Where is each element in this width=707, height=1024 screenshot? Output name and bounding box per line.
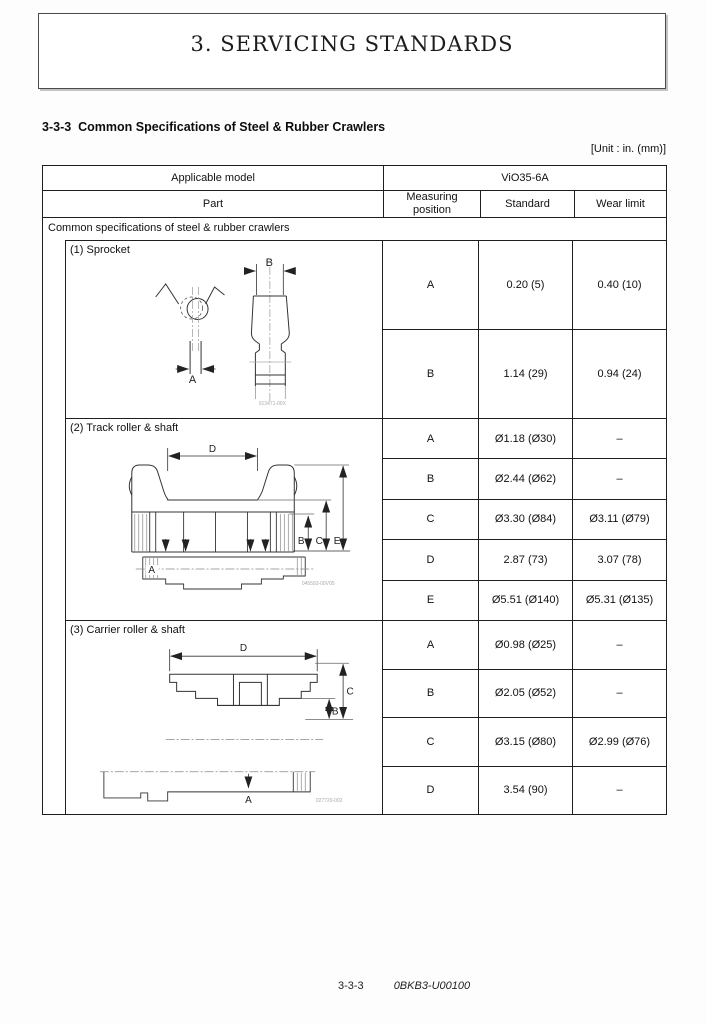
carrier-roller-drawing-number: 027720-002	[315, 797, 343, 804]
track-dim-label-e: E	[333, 535, 341, 548]
sprocket-drawing	[66, 241, 382, 418]
track-roller-drawing	[66, 419, 382, 620]
measure-wear-limit: 3.07 (78)	[573, 540, 666, 580]
spec-table	[42, 165, 667, 815]
track-roller-title: (2) Track roller & shaft	[70, 422, 179, 434]
measure-standard: Ø3.30 (Ø84)	[479, 500, 573, 540]
measure-position: B	[383, 330, 479, 418]
unit-note: [Unit : in. (mm)]	[590, 143, 666, 155]
footer-doc-code: 0BKB3-U00100	[393, 980, 471, 992]
sprocket-drawing-number: 013471-00X	[258, 400, 286, 408]
carrier-dim-label-a: A	[245, 794, 252, 806]
measure-wear-limit: Ø2.99 (Ø76)	[573, 718, 666, 767]
measure-standard: Ø5.51 (Ø140)	[479, 581, 573, 620]
section-sprocket	[66, 241, 666, 419]
measure-wear-limit: –	[573, 459, 666, 499]
measure-wear-limit: 0.94 (24)	[597, 368, 642, 380]
measure-standard: Ø0.98 (Ø25)	[479, 621, 573, 670]
measure-wear-limit: –	[573, 621, 666, 670]
chapter-title: 3. SERVICING STANDARDS	[190, 32, 514, 56]
section-track-roller	[66, 419, 666, 621]
measure-wear-limit: 0.40 (10)	[573, 241, 666, 330]
measure-standard: 2.87 (73)	[479, 540, 573, 580]
track-dim-label-b: B	[297, 535, 305, 548]
header-wear-limit: Wear limit	[596, 198, 645, 210]
sprocket-dim-label-a: A	[188, 373, 197, 387]
sprocket-title: (1) Sprocket	[70, 244, 130, 256]
measure-position: C	[383, 500, 479, 540]
header-standard: Standard	[481, 191, 575, 217]
measure-wear-limit: Ø5.31 (Ø135)	[585, 594, 654, 607]
measure-position: E	[383, 581, 479, 620]
table-header-row-model	[43, 166, 666, 191]
measure-position: A	[383, 241, 479, 330]
measure-position: B	[383, 459, 479, 499]
measure-standard: Ø2.44 (Ø62)	[479, 459, 573, 499]
measure-standard: 0.20 (5)	[479, 241, 573, 330]
track-dim-label-a: A	[148, 564, 156, 577]
measure-position: D	[383, 767, 479, 815]
measure-standard: Ø2.05 (Ø52)	[479, 670, 573, 719]
track-dim-label-d: D	[208, 443, 217, 456]
table-header-row-columns	[43, 191, 666, 218]
track-roller-part-cell	[66, 419, 383, 620]
measure-wear-limit: –	[573, 419, 666, 459]
carrier-dim-label-b: B	[331, 706, 339, 718]
table-body	[43, 240, 666, 814]
carrier-dim-label-c: C	[346, 686, 354, 698]
measure-position: C	[383, 718, 479, 767]
footer-page-number: 3-3-3	[338, 980, 364, 992]
sprocket-part-cell	[66, 241, 383, 418]
measure-wear-limit: –	[616, 784, 623, 797]
carrier-dim-label-d: D	[239, 643, 248, 655]
measure-position: B	[383, 670, 479, 719]
sprocket-dim-label-b: B	[265, 256, 274, 270]
measure-position: D	[383, 540, 479, 580]
header-model-value: ViO35-6A	[501, 172, 549, 184]
header-part: Part	[43, 191, 384, 217]
measure-wear-limit: Ø3.11 (Ø79)	[573, 500, 666, 540]
measure-position: A	[383, 621, 479, 670]
measure-standard: Ø1.18 (Ø30)	[479, 419, 573, 459]
measure-standard: Ø3.15 (Ø80)	[479, 718, 573, 767]
page-footer	[338, 980, 470, 992]
track-dim-label-c: C	[315, 535, 323, 548]
carrier-roller-part-cell	[66, 621, 383, 814]
measure-wear-limit: –	[573, 670, 666, 719]
measure-standard: 3.54 (90)	[479, 767, 573, 815]
carrier-roller-title: (3) Carrier roller & shaft	[70, 624, 185, 636]
group-label: Common specifications of steel & rubber crawlers	[48, 222, 290, 234]
carrier-roller-drawing	[66, 621, 382, 814]
section-heading: 3-3-3 Common Specifications of Steel & Rubber Crawlers	[42, 120, 386, 134]
header-applicable-model: Applicable model	[43, 166, 384, 190]
group-indent-strip	[43, 240, 66, 814]
measure-position: A	[383, 419, 479, 459]
section-carrier-roller	[66, 621, 666, 814]
measure-standard: 1.14 (29)	[479, 330, 573, 418]
chapter-header-box	[38, 13, 666, 89]
header-measuring-position: Measuring position	[384, 191, 481, 217]
track-roller-drawing-number: 045593-00V05	[301, 580, 335, 588]
